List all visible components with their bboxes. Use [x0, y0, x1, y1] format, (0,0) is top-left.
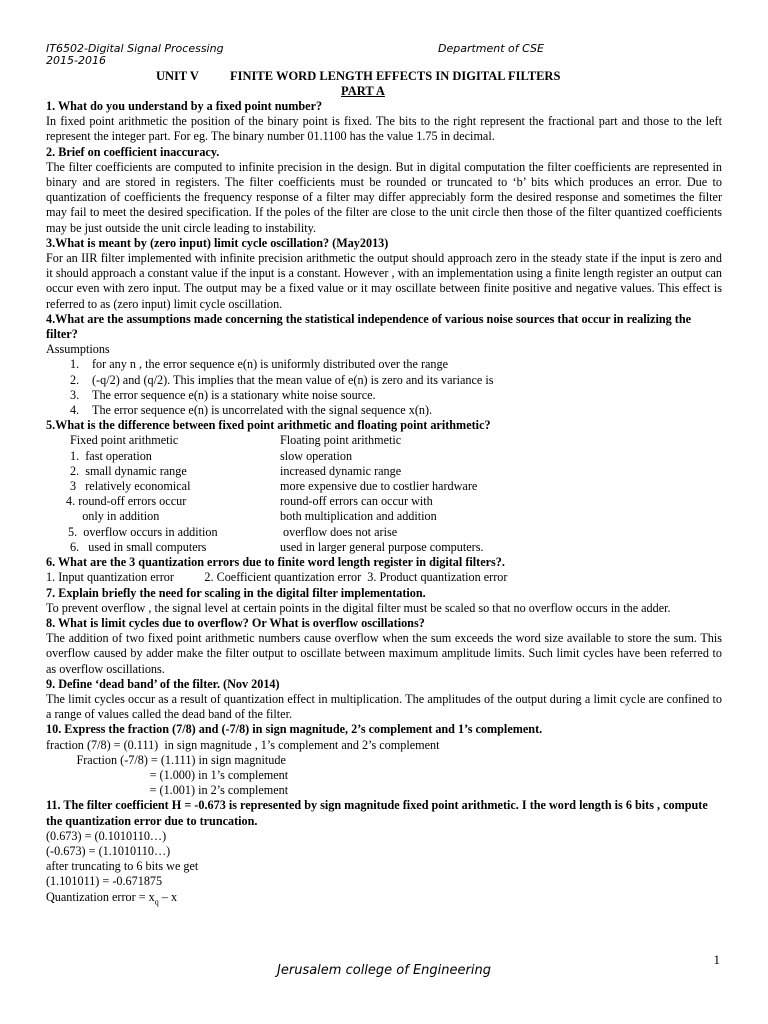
list-item: 4. The error sequence e(n) is uncorrelated with the signal sequence x(n).: [70, 403, 433, 418]
course-header: IT6502-Digital Signal Processing: [46, 42, 224, 55]
question-9: 9. Define ‘dead band’ of the filter. (Nov 2014): [46, 676, 280, 691]
comparison-row: 6. used in small computers used in larger general purpose computers.: [70, 539, 484, 554]
question-3: 3.What is meant by (zero input) limit cycle oscillation? (May2013): [46, 235, 389, 250]
fraction-line: = (1.001) in 2’s complement: [46, 783, 289, 798]
work-line: (-0.673) = (1.1010110…): [46, 843, 171, 858]
answer-9: The limit cycles occur as a result of quantization effect in multiplication. The amplitudes of the output during a limit cycle are confined to a range of values called the dead band of the filter.: [46, 691, 722, 722]
answer-1: In fixed point arithmetic the position of the binary point is fixed. The bits to the right represent the fractional part and those to the left represent the integer part. For eg. The binary number 01.1100 has the value 1.75 in decimal.: [46, 114, 722, 144]
unit-title: UNIT V FINITE WORD LENGTH EFFECTS IN DIGITAL FILTERS: [156, 69, 561, 83]
fraction-line: fraction (7/8) = (0.111) in sign magnitude , 1’s complement and 2’s complement: [46, 737, 440, 752]
work-line: (1.101011) = -0.671875: [46, 874, 163, 889]
question-2: 2. Brief on coefficient inaccuracy.: [46, 144, 220, 159]
answer-2: The filter coefficients are computed to infinite precision in the design. But in digital computation the filter coefficients are represented in binary and are stored in registers. The filter coefficients must be rounded or truncated to ‘b’ bits which produces an error. Due to quantization of coefficients the frequency response of a filter may differ appreciably form the desired response and sometimes the filter may fail to meet the desired specification. If the poles of the filter are close to the unit circle then those of the filter quantized coefficients may be just outside the unit circle leading to instability.: [46, 159, 722, 235]
fraction-line: = (1.000) in 1’s complement: [46, 767, 289, 782]
list-item: 3. The error sequence e(n) is a stationary white noise source.: [70, 387, 376, 402]
answer-3: For an IIR filter implemented with infinite precision arithmetic the output should approach zero in the steady state if the input is zero and it should approach a constant value if the input is a constant. However , with an implementation using a finite length register an output can occur even with zero input. The output may be a fixed value or it may oscillate between finite positive and negative values. This effect is referred to as (zero input) limit cycle oscillation.: [46, 251, 722, 311]
list-item: 1. for any n , the error sequence e(n) is uniformly distributed over the range: [70, 357, 449, 372]
fraction-line: Fraction (-7/8) = (1.111) in sign magnitude: [46, 752, 286, 767]
answer-8: The addition of two fixed point arithmetic numbers cause overflow when the sum exceeds the word size available to store the sum. This overflow caused by adder make the filter output to oscillate between maximum amplitude limits. Such limit cycles have been referred to as overflow oscillations.: [46, 631, 722, 676]
question-11: 11. The filter coefficient H = -0.673 is represented by sign magnitude fixed point arithmetic. I the word length is 6 bits , compute the quantization error due to truncation.: [46, 798, 708, 828]
assumptions-label: Assumptions: [46, 342, 110, 357]
list-item: 2. (-q/2) and (q/2). This implies that the mean value of e(n) is zero and its variance is: [70, 372, 494, 387]
quantization-error-line: Quantization error = $x_q$ – x: [46, 889, 178, 906]
comparison-header: Fixed point arithmetic Floating point arithmetic: [70, 433, 402, 448]
question-10: 10. Express the fraction (7/8) and (-7/8) in sign magnitude, 2’s complement and 1’s complement.: [46, 722, 543, 737]
question-6: 6. What are the 3 quantization errors due to finite word length register in digital filters?.: [46, 555, 505, 570]
question-4: 4.What are the assumptions made concerning the statistical independence of various noise sources that occur in realizing the filter?: [46, 311, 692, 342]
question-5: 5.What is the difference between fixed point arithmetic and floating point arithmetic?: [46, 418, 491, 433]
comparison-row: only in addition both multiplication and addition: [70, 509, 437, 524]
page-number: 1: [713, 952, 720, 967]
comparison-row: 3 relatively economical more expensive due to costlier hardware: [70, 479, 478, 494]
question-8: 8. What is limit cycles due to overflow? Or What is overflow oscillations?: [46, 615, 425, 630]
question-1: 1. What do you understand by a fixed point number?: [46, 99, 323, 113]
answer-7: To prevent overflow , the signal level at certain points in the digital filter must be scaled so that no overflow occurs in the adder.: [46, 600, 671, 615]
year-header: 2015-2016: [46, 54, 106, 67]
college-footer: Jerusalem college of Engineering: [277, 963, 491, 978]
department-header: Department of CSE: [438, 42, 544, 55]
comparison-row: 4. round-off errors occur round-off errors can occur with: [66, 494, 433, 509]
comparison-row: 5. overflow occurs in addition overflow does not arise: [68, 524, 398, 539]
work-line: after truncating to 6 bits we get: [46, 859, 199, 874]
work-line: (0.673) = (0.1010110…): [46, 828, 167, 843]
comparison-row: 1. fast operation slow operation: [70, 448, 353, 463]
comparison-row: 2. small dynamic range increased dynamic range: [70, 463, 402, 478]
question-7: 7. Explain briefly the need for scaling in the digital filter implementation.: [46, 585, 426, 600]
answer-6: 1. Input quantization error 2. Coefficient quantization error 3. Product quantization error: [46, 570, 508, 585]
part-title: PART A: [341, 84, 385, 98]
document-body: [46, 99, 722, 909]
